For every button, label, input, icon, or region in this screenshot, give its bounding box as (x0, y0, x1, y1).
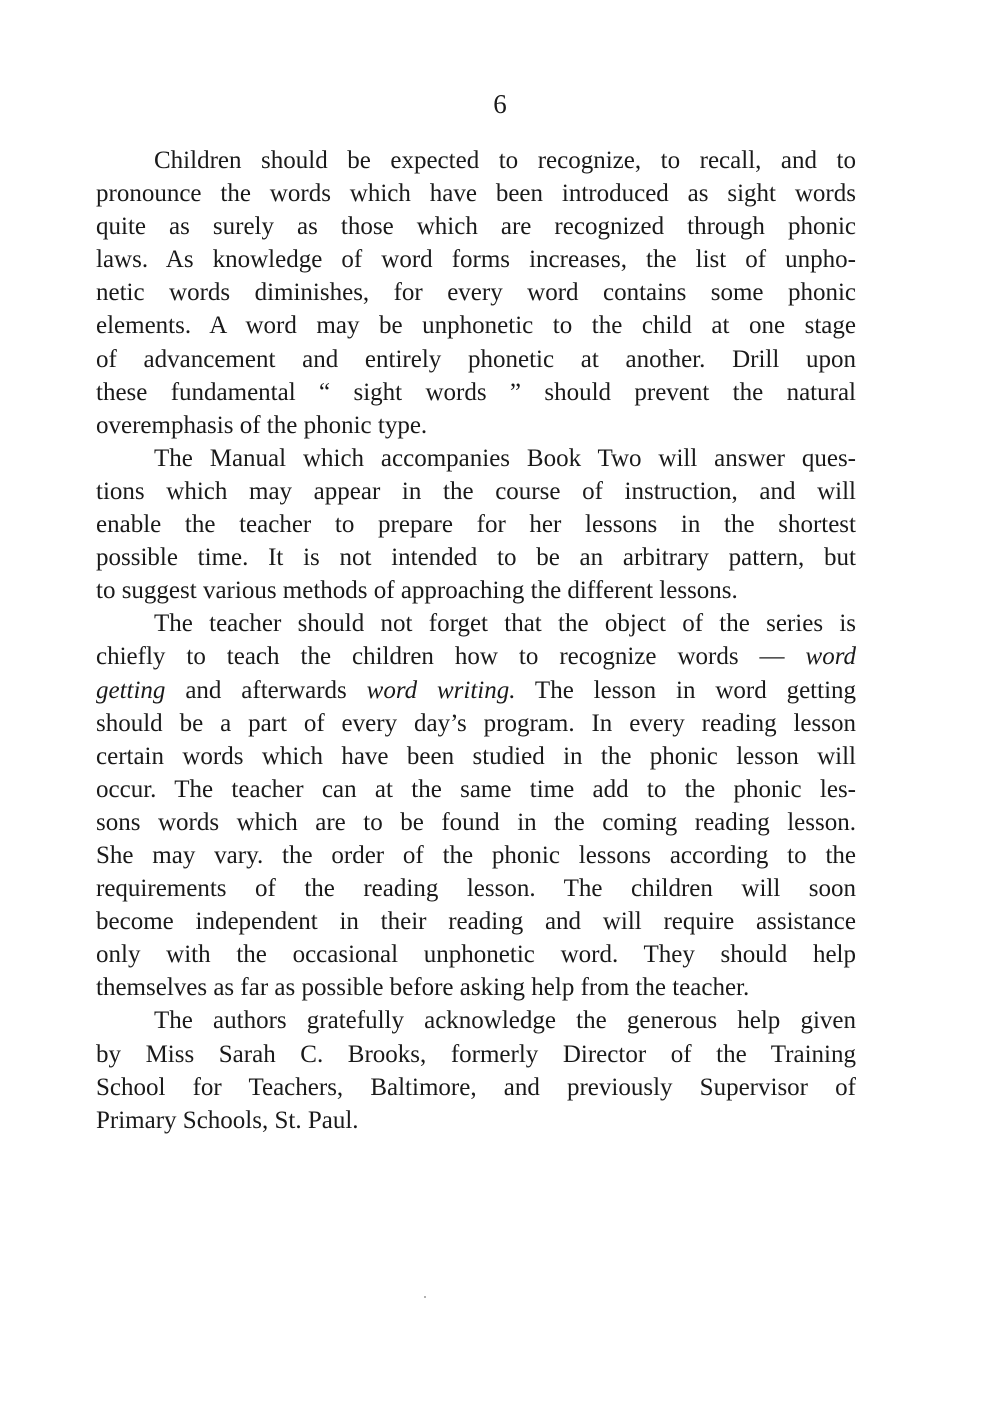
text-line: should be a part of every day’s program. In every reading lesson (96, 709, 856, 737)
text-line: become independent in their reading and will require assistance (96, 908, 856, 936)
text-line: of advancement and entirely phonetic at another. Drill upon (96, 345, 856, 373)
italic-text: word (805, 643, 857, 671)
text-line: enable the teacher to prepare for her lessons in the shortest (96, 511, 856, 539)
text-line: sons words which are to be found in the coming reading lesson. (96, 808, 856, 836)
text-line (96, 640, 856, 673)
text-line: pronounce the words which have been introduced as sight words (96, 180, 856, 208)
text-run: and afterwards (185, 676, 347, 704)
text-line: certain words which have been studied in the phonic lesson will (96, 742, 856, 770)
text-line: these fundamental “ sight words ” should prevent the natural (96, 378, 856, 406)
text-run: The lesson in word getting (534, 676, 857, 704)
text-line: tions which may appear in the course of instruction, and will (96, 477, 856, 505)
text-line: laws. As knowledge of word forms increases, the list of unpho- (96, 246, 856, 274)
page-number: 6 (493, 89, 507, 119)
text-line: themselves as far as possible before asking help from the teacher. (96, 974, 750, 1002)
italic-text: word writing. (366, 676, 516, 704)
text-line: occur. The teacher can at the same time add to the phonic les- (96, 775, 856, 803)
text-line: School for Teachers, Baltimore, and previously Supervisor of (96, 1073, 856, 1101)
text-line: possible time. It is not intended to be an arbitrary pattern, but (96, 544, 856, 572)
text-line: quite as surely as those which are recognized through phonic (96, 213, 856, 241)
paragraph-2 (96, 442, 856, 607)
text-line: The authors gratefully acknowledge the generous help given (154, 1007, 856, 1035)
text-line: The teacher should not forget that the object of the series is (154, 610, 856, 638)
text-line: elements. A word may be unphonetic to the child at one stage (96, 312, 856, 340)
scan-speck (424, 1296, 426, 1298)
text-line: The Manual which accompanies Book Two will answer ques- (154, 444, 856, 472)
text-line: only with the occasional unphonetic word. They should help (96, 941, 856, 969)
text-line: requirements of the reading lesson. The children will soon (96, 875, 856, 903)
text-line: overemphasis of the phonic type. (96, 411, 428, 439)
paragraph-4 (96, 1004, 856, 1136)
text-line: netic words diminishes, for every word contains some phonic (96, 279, 856, 307)
text-line: Primary Schools, St. Paul. (96, 1106, 359, 1134)
text-line: by Miss Sarah C. Brooks, formerly Director of the Training (96, 1040, 856, 1068)
paragraph-3 (96, 607, 856, 1004)
text-line: Children should be expected to recognize, to recall, and to (154, 147, 856, 174)
text-run: chiefly to teach the children how to recognize words — (96, 643, 785, 671)
italic-text: getting (96, 676, 166, 704)
paragraph-1 (96, 144, 856, 442)
text-line: She may vary. the order of the phonic lessons according to the (96, 841, 856, 869)
body-text (96, 144, 856, 1137)
text-line (96, 674, 856, 707)
text-line: to suggest various methods of approaching the different lessons. (96, 577, 738, 605)
